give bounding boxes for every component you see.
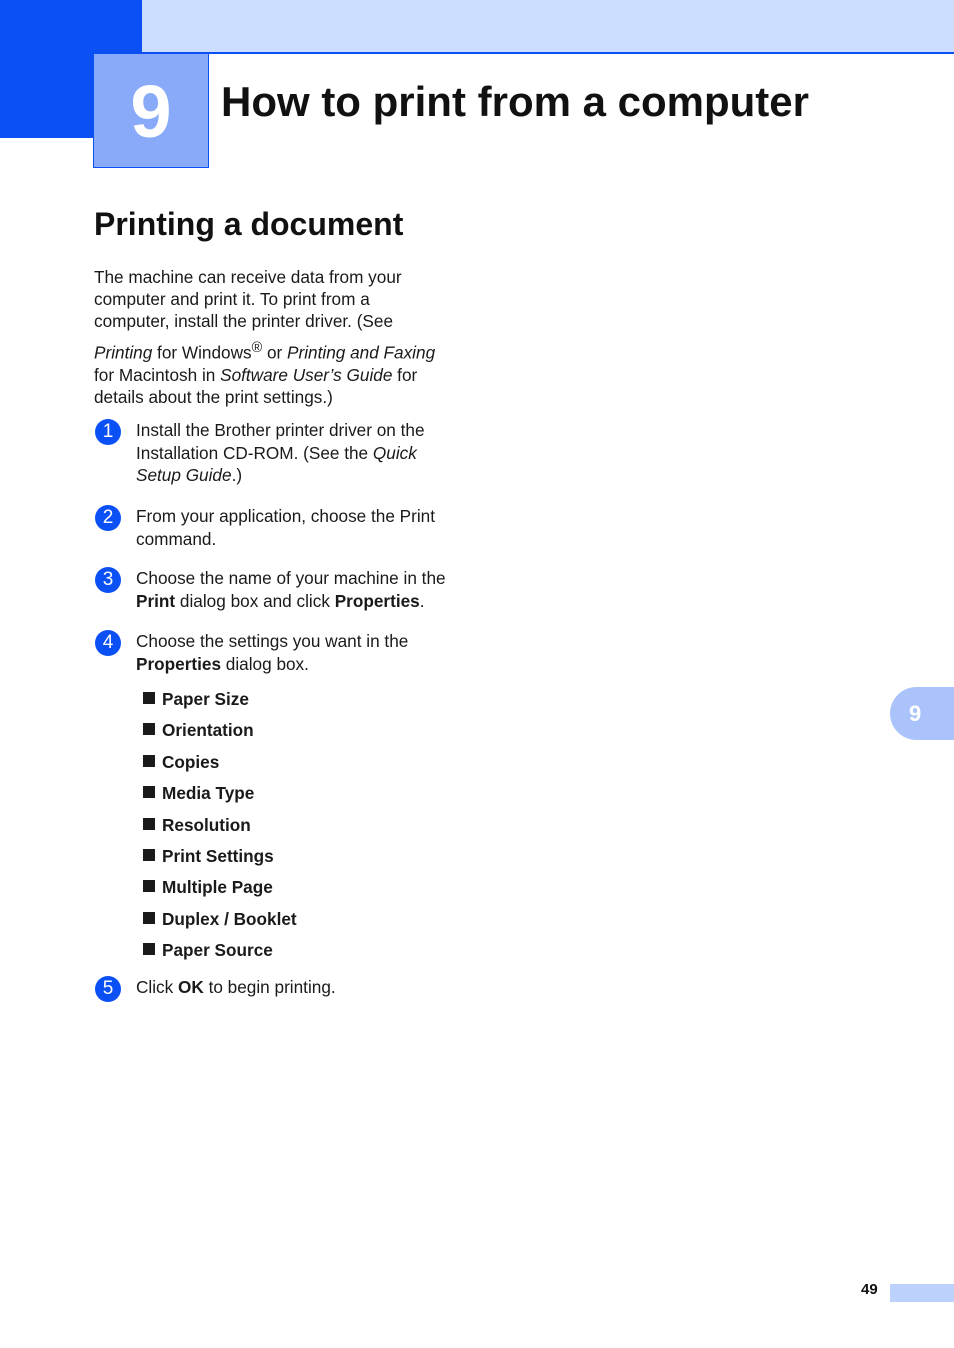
- step-number-badge: 4: [95, 630, 121, 656]
- step-5: [94, 976, 474, 999]
- intro-line: computer, install the printer driver. (See: [94, 311, 394, 332]
- step-text: Click OK to begin printing.: [136, 977, 336, 997]
- reference-printing: Printing: [94, 342, 153, 363]
- step-text: From your application, choose the Print command.: [136, 506, 436, 549]
- intro-line: details about the print settings.): [94, 386, 333, 407]
- square-bullet-icon: [143, 849, 155, 861]
- list-item: Paper Source: [143, 939, 297, 970]
- square-bullet-icon: [143, 943, 155, 955]
- step-number-badge: 5: [95, 976, 121, 1002]
- list-item: Media Type: [143, 782, 297, 813]
- registered-mark: ®: [251, 339, 263, 356]
- list-item: Copies: [143, 751, 297, 782]
- square-bullet-icon: [143, 818, 155, 830]
- section-title: Printing a document: [94, 206, 404, 242]
- square-bullet-icon: [143, 880, 155, 892]
- chapter-number-box: 9: [93, 53, 209, 168]
- ui-term-print: Print: [136, 590, 176, 611]
- list-item: Duplex / Booklet: [143, 908, 297, 939]
- intro-line: The machine can receive data from your: [94, 267, 402, 287]
- intro-line: for Macintosh in Software User’s Guide for: [94, 364, 418, 385]
- square-bullet-icon: [143, 912, 155, 924]
- square-bullet-icon: [143, 723, 155, 735]
- intro-line: computer and print it. To print from a: [94, 289, 370, 310]
- header-band: [0, 0, 954, 53]
- list-item: Print Settings: [143, 845, 297, 876]
- reference-quick-setup-guide: Quick: [372, 442, 417, 463]
- step-3: [94, 567, 474, 612]
- list-item: Paper Size: [143, 688, 297, 719]
- intro-paragraph: [94, 266, 474, 408]
- footer-bar: [890, 1284, 954, 1302]
- chapter-side-tab: 9: [890, 687, 954, 740]
- reference-printing-and-faxing: Printing and Faxing: [287, 342, 436, 363]
- list-item: Resolution: [143, 814, 297, 845]
- step-text: Choose the name of your machine in the Print dialog box and click Properties.: [136, 568, 446, 611]
- reference-software-users-guide: Software User’s Guide: [220, 364, 393, 385]
- step-text: Choose the settings you want in the Properties dialog box.: [136, 631, 409, 674]
- step-2: [94, 505, 474, 550]
- ui-term-properties: Properties: [136, 653, 222, 674]
- step-number-badge: 3: [95, 567, 121, 593]
- settings-list: [143, 688, 297, 971]
- intro-line: Printing for Windows® or Printing and Faxing: [94, 339, 436, 363]
- square-bullet-icon: [143, 692, 155, 704]
- square-bullet-icon: [143, 755, 155, 767]
- step-number-badge: 2: [95, 505, 121, 531]
- list-item: Multiple Page: [143, 876, 297, 907]
- list-item: Orientation: [143, 719, 297, 750]
- chapter-title: How to print from a computer: [221, 78, 809, 125]
- page-number: 49: [861, 1281, 878, 1298]
- step-4: [94, 630, 474, 675]
- ui-term-ok: OK: [178, 977, 204, 997]
- step-text: Install the Brother printer driver on the Installation CD-ROM. (See the Quick Setup Guide.): [136, 420, 425, 486]
- step-number-badge: 1: [95, 419, 121, 445]
- ui-term-properties: Properties: [334, 590, 420, 611]
- header-rule: [142, 52, 954, 54]
- step-1: [94, 419, 474, 487]
- square-bullet-icon: [143, 786, 155, 798]
